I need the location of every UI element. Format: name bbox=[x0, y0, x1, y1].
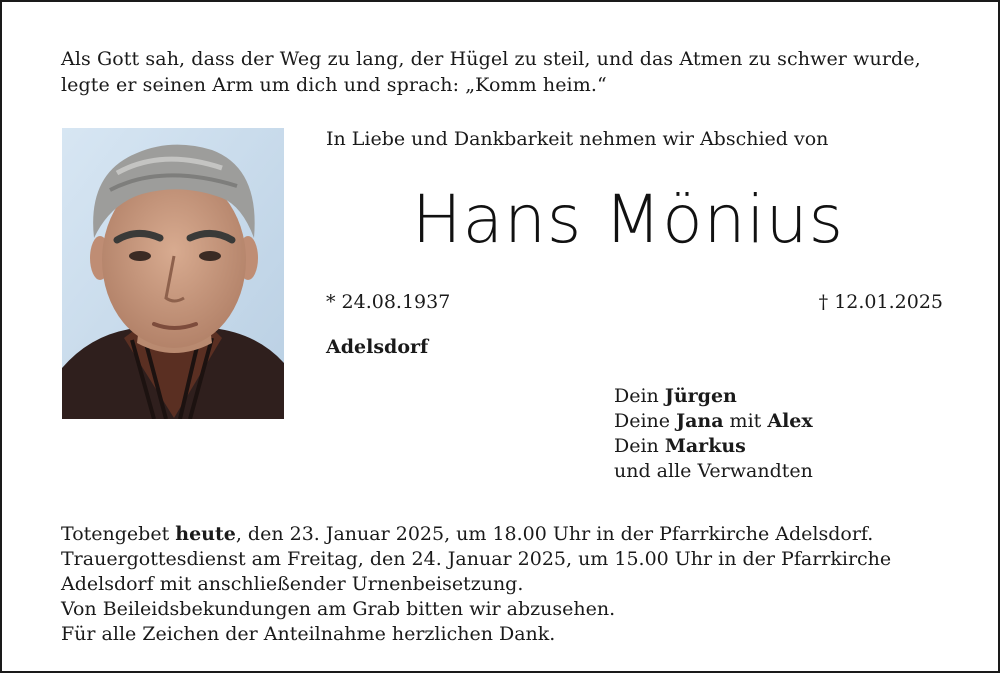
thanks-note: Für alle Zeichen der Anteilnahme herzlichen Dank. bbox=[61, 623, 556, 645]
verse-line-1: Als Gott sah, dass der Weg zu lang, der Hügel zu steil, und das Atmen zu schwer wurde, bbox=[61, 48, 921, 70]
portrait-photo bbox=[62, 128, 284, 419]
farewell-intro: In Liebe und Dankbarkeit nehmen wir Abschied von bbox=[326, 128, 829, 150]
mourner-prefix: Dein bbox=[614, 435, 665, 457]
hometown: Adelsdorf bbox=[326, 336, 429, 358]
mourner-name: Jürgen bbox=[664, 385, 737, 407]
memorial-verse bbox=[61, 46, 941, 98]
service-information bbox=[61, 522, 961, 647]
mourner-connector: mit bbox=[723, 410, 768, 432]
mourners-list bbox=[614, 384, 813, 484]
portrait-illustration bbox=[62, 128, 284, 419]
mourner-prefix: und alle Verwandten bbox=[614, 460, 813, 482]
mourner-line bbox=[614, 434, 813, 459]
mourner-line bbox=[614, 384, 813, 409]
mourner-name: Jana bbox=[676, 410, 724, 432]
urn-burial-line: Adelsdorf mit anschließender Urnenbeisetzung. bbox=[61, 573, 524, 595]
verse-line-2: legte er seinen Arm um dich und sprach: „Komm heim.“ bbox=[61, 74, 607, 96]
prayer-details: , den 23. Januar 2025, um 18.00 Uhr in der Pfarrkirche Adelsdorf. bbox=[235, 523, 874, 545]
mourner-name: Markus bbox=[664, 435, 746, 457]
mourner-prefix: Deine bbox=[614, 410, 677, 432]
mourner-line bbox=[614, 459, 813, 484]
prayer-text: Totengebet bbox=[61, 523, 176, 545]
prayer-today: heute bbox=[175, 523, 236, 545]
mourner-line bbox=[614, 409, 813, 434]
condolence-note: Von Beileidsbekundungen am Grab bitten wir abzusehen. bbox=[61, 598, 616, 620]
birth-date: * 24.08.1937 bbox=[326, 291, 451, 313]
prayer-line bbox=[61, 522, 961, 547]
funeral-service-line: Trauergottesdienst am Freitag, den 24. Januar 2025, um 15.00 Uhr in der Pfarrkirche bbox=[61, 548, 892, 570]
death-date: † 12.01.2025 bbox=[818, 291, 943, 313]
mourner-prefix: Dein bbox=[614, 385, 665, 407]
mourner-name: Alex bbox=[767, 410, 813, 432]
deceased-name: Hans Mönius bbox=[412, 181, 844, 258]
